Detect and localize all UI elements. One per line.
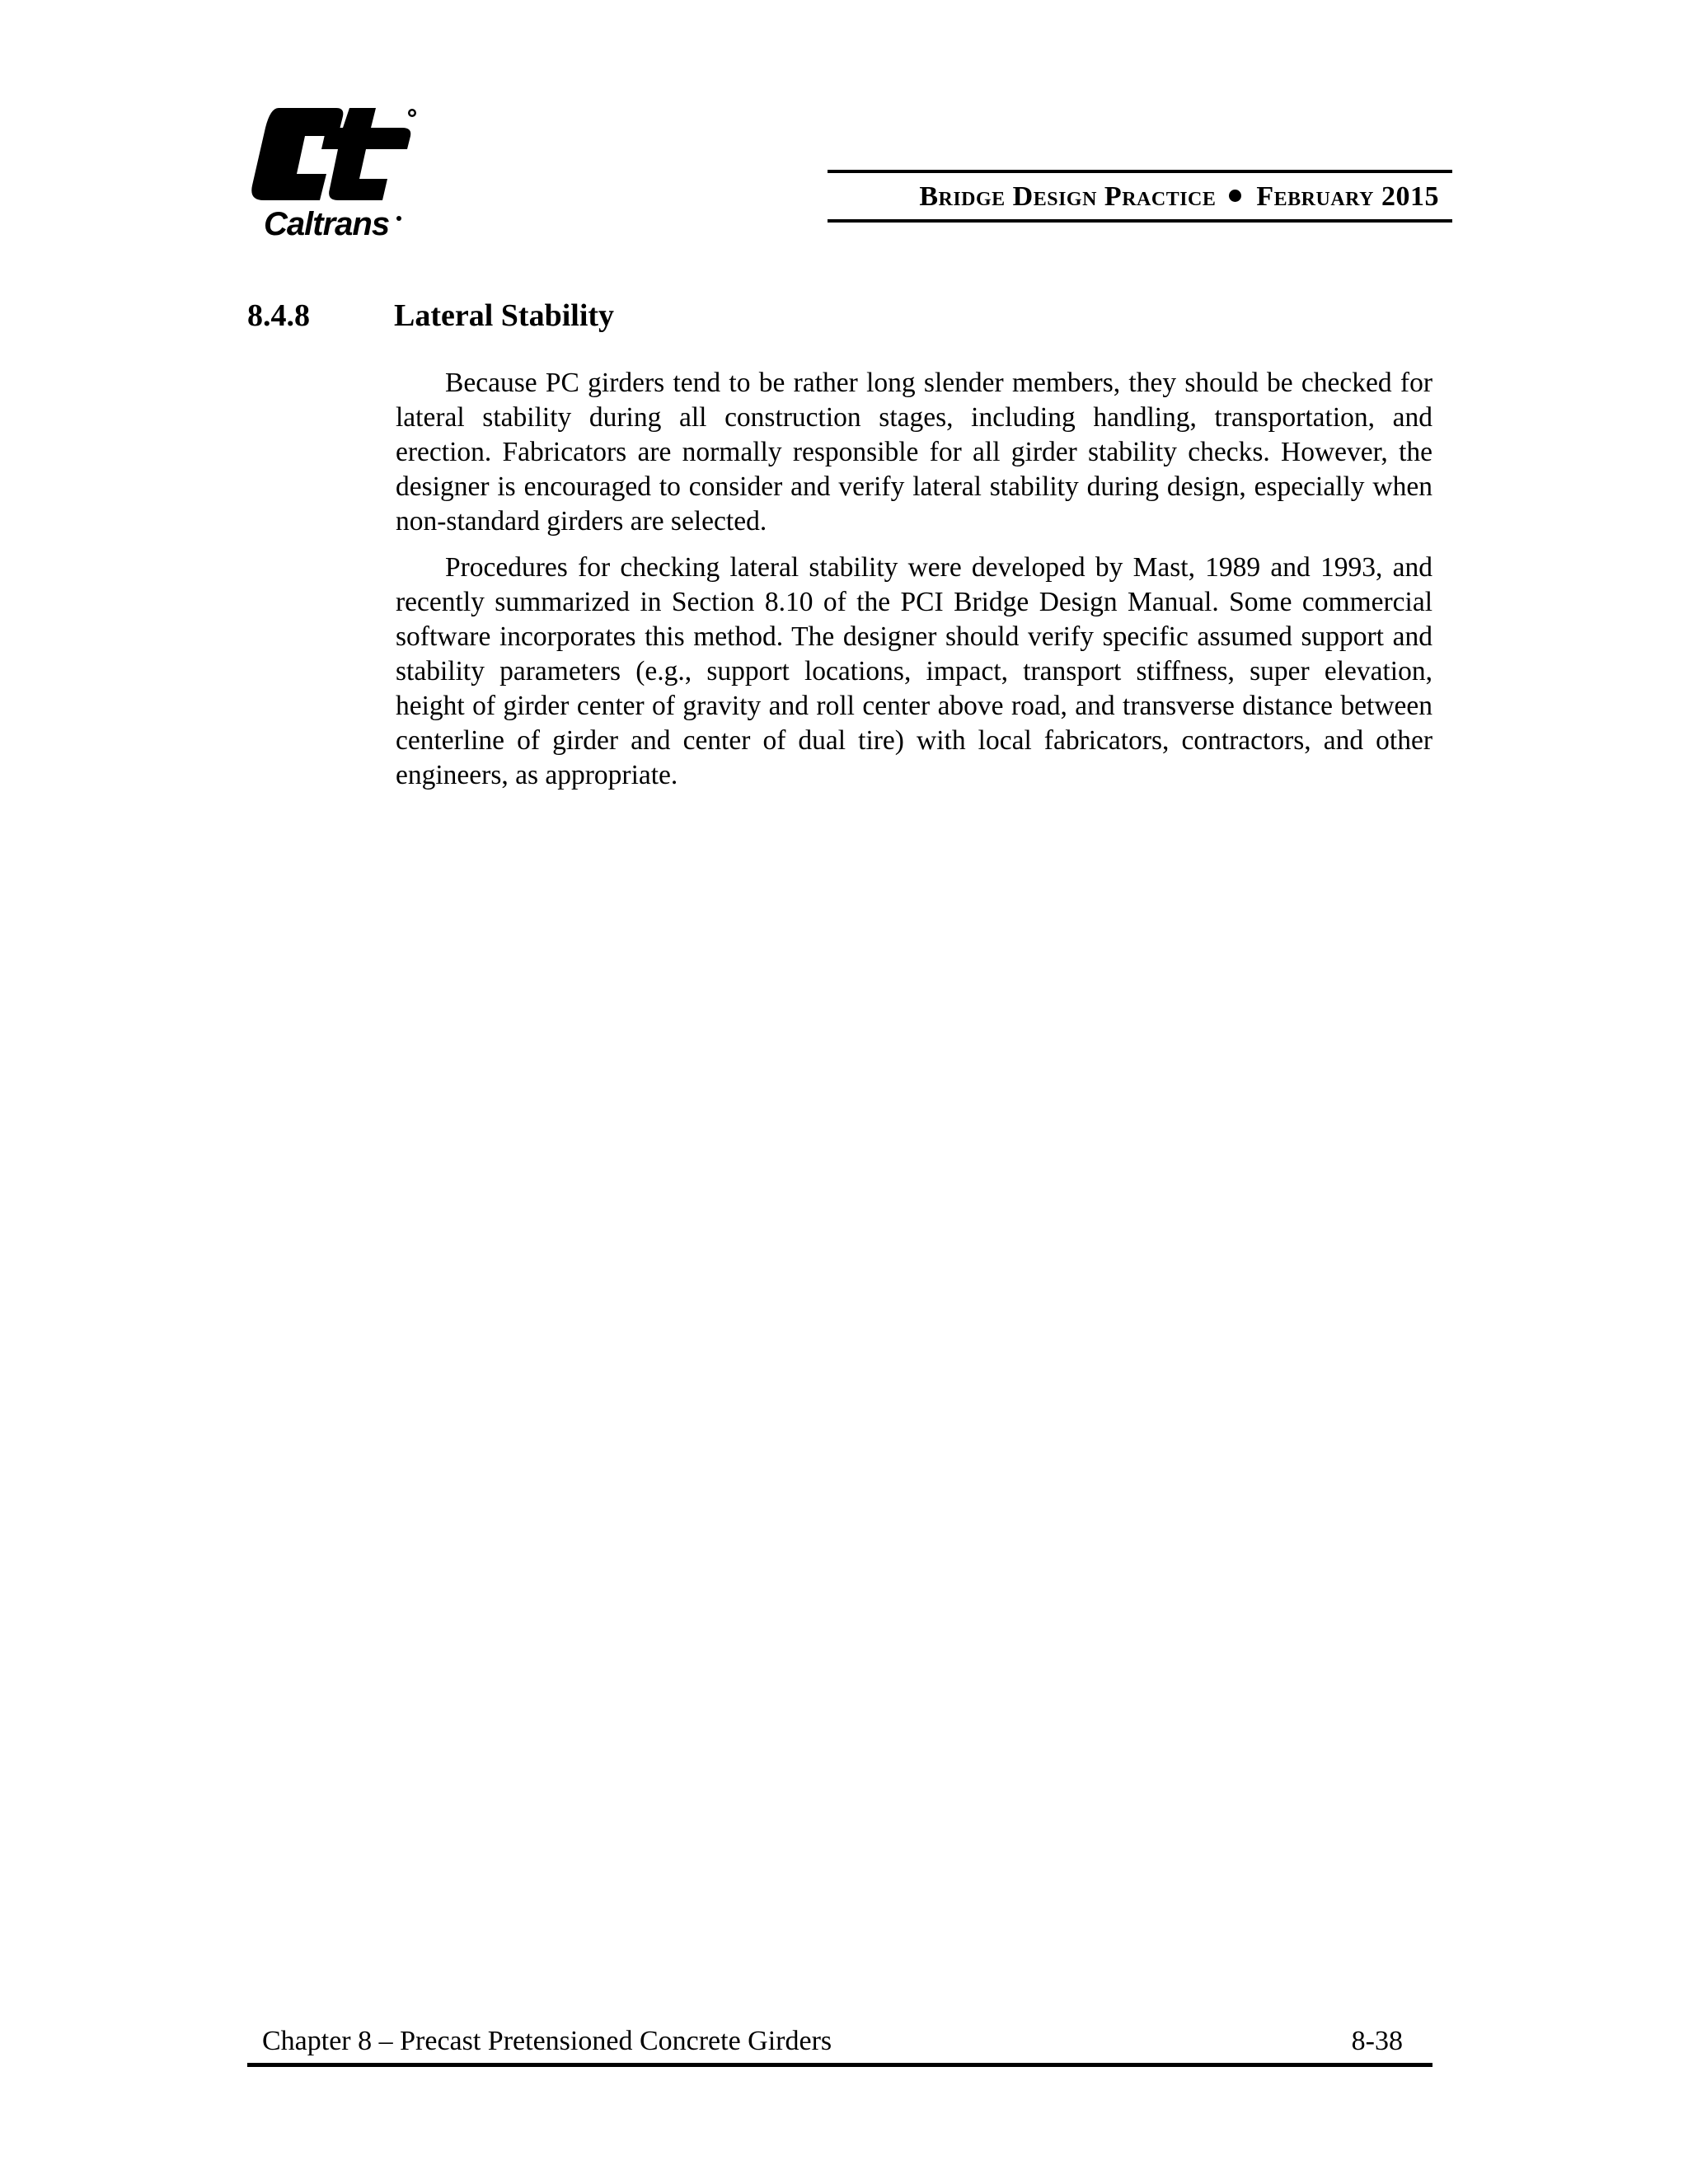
paragraph: Because PC girders tend to be rather long slender members, they should be checked for lateral stability during all construction stages, including handling, transportation, and erection. Fabricators are normally responsible for all girder stability checks. However, the designer is encouraged to consider and verify lateral stability during design, especially when non-standard girders are selected. <box>396 368 1432 537</box>
section-title: Lateral Stability <box>394 298 615 333</box>
running-head-date: February 2015 <box>1256 181 1439 212</box>
header-rule-bottom <box>828 219 1452 223</box>
running-head <box>828 178 1439 216</box>
caltrans-logo-icon <box>247 103 420 243</box>
body-text <box>396 366 1432 804</box>
bullet-icon <box>1229 190 1241 202</box>
running-head-title: Bridge Design Practice <box>919 181 1217 212</box>
header-rule-top <box>828 170 1452 173</box>
footer-rule <box>247 2063 1432 2067</box>
section-heading <box>247 295 614 336</box>
page-number: 8-38 <box>1351 2026 1403 2056</box>
svg-text:Caltrans: Caltrans <box>264 206 390 242</box>
page-footer <box>262 2022 1403 2060</box>
paragraph: Procedures for checking lateral stability were developed by Mast, 1989 and 1993, and recently summarized in Section 8.10 of the PCI Bridge Design Manual. Some commercial software incorporates this method. The designer should verify specific assumed support and stability parameters (e.g., support locations, impact, transport stiffness, super elevation, height of girder center of gravity and roll center above road, and transverse distance between centerline of girder and center of dual tire) with local fabricators, contractors, and other engineers, as appropriate. <box>396 552 1432 790</box>
footer-chapter: Chapter 8 – Precast Pretensioned Concrete Girders <box>262 2026 832 2056</box>
section-number: 8.4.8 <box>247 298 310 333</box>
